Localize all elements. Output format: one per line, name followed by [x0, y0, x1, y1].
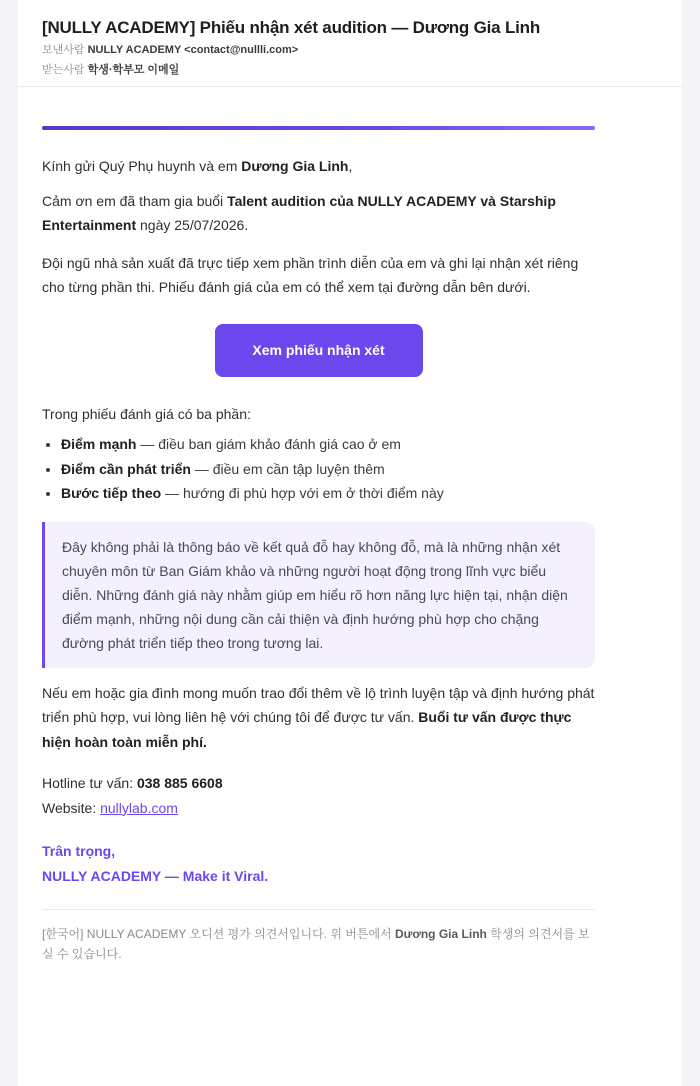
recipient-row — [42, 60, 658, 80]
email-card — [18, 0, 682, 1086]
sections-list — [42, 432, 595, 506]
from-value[interactable]: NULLY ACADEMY <contact@nullli.com> — [87, 44, 299, 56]
cta-wrapper — [42, 324, 595, 377]
info-callout — [42, 522, 595, 668]
sign-org: NULLY ACADEMY — Make it Viral. — [42, 867, 269, 884]
consult-paragraph: Nếu em hoặc gia đình mong muốn trao đổi thêm về lộ trình luyện tập và định hướng phát triển phù hợp, vui lòng liên hệ với chúng tôi để được tư vấn. Buổi tư vấn được thực hiện hoàn toàn miễn phí. — [42, 684, 595, 750]
website-line: Website: nullylab.com — [42, 799, 178, 816]
email-header — [18, 0, 682, 87]
list-item: • Điểm cần phát triển — điều em cần tập luyện thêm — [61, 457, 595, 482]
from-label: 보낸사람 — [42, 44, 85, 56]
view-evaluation-button[interactable]: Xem phiếu nhận xét — [215, 324, 423, 377]
email-subject: [NULLY ACADEMY] Phiếu nhận xét audition — Dương Gia Linh — [42, 18, 541, 37]
event-name: Talent audition của NULLY ACADEMY và Starship Entertainment — [42, 192, 556, 233]
sign-closing: Trân trọng, — [42, 843, 116, 859]
greeting: Kính gửi Quý Phụ huynh và em Dương Gia Linh, — [42, 158, 353, 174]
hotline-number[interactable]: 038 885 6608 — [136, 775, 223, 791]
footer-divider — [42, 909, 595, 910]
free-consult-note: Buổi tư vấn được thực hiện hoàn toàn miễn phí. — [42, 709, 572, 750]
website-link[interactable]: nullylab.com — [100, 799, 178, 816]
to-label: 받는사람 — [42, 64, 85, 76]
email-body — [42, 126, 595, 964]
sender-row — [42, 40, 658, 60]
list-item: • Điểm mạnh — điều ban giám khảo đánh giá cao ở em — [61, 432, 595, 457]
thanks-paragraph: Cảm ơn em đã tham gia buổi Talent audition của NULLY ACADEMY và Starship Entertainment ngày 25/07/2026. — [42, 192, 556, 233]
sections-intro: Trong phiếu đánh giá có ba phần: — [42, 405, 251, 422]
list-item: • Bước tiếp theo — hướng đi phù hợp với em ở thời điểm này — [61, 481, 595, 506]
callout-text: Đây không phải là thông báo về kết quả đỗ hay không đỗ, mà là những nhận xét chuyên môn từ Ban Giám khảo và những người hoạt động trong lĩnh vực biểu diễn. Những đánh giá này nhằm giúp em hiểu rõ hơn năng lực hiện tại, nhận diện điểm mạnh, những nội dung cần cải thiện và định hướng phù hợp cho chặng đường phát triển tiếp theo trong tương lai. — [62, 538, 568, 651]
signature — [42, 839, 595, 888]
korean-note: [한국어] NULLY ACADEMY 오디션 평가 의견서입니다. 위 버튼에서 Dương Gia Linh 학생의 의견서를 보실 수 있습니다. — [42, 927, 590, 961]
team-paragraph: Đội ngũ nhà sản xuất đã trực tiếp xem phần trình diễn của em và ghi lại nhận xét riêng cho từng phần thi. Phiếu đánh giá của em có thể xem tại đường dẫn bên dưới. — [42, 254, 579, 295]
hotline-line: Hotline tư vấn: 038 885 6608 — [42, 775, 223, 791]
student-name: Dương Gia Linh — [241, 158, 349, 174]
accent-bar — [42, 126, 595, 130]
to-value: 학생·학부모 이메일 — [87, 64, 180, 76]
